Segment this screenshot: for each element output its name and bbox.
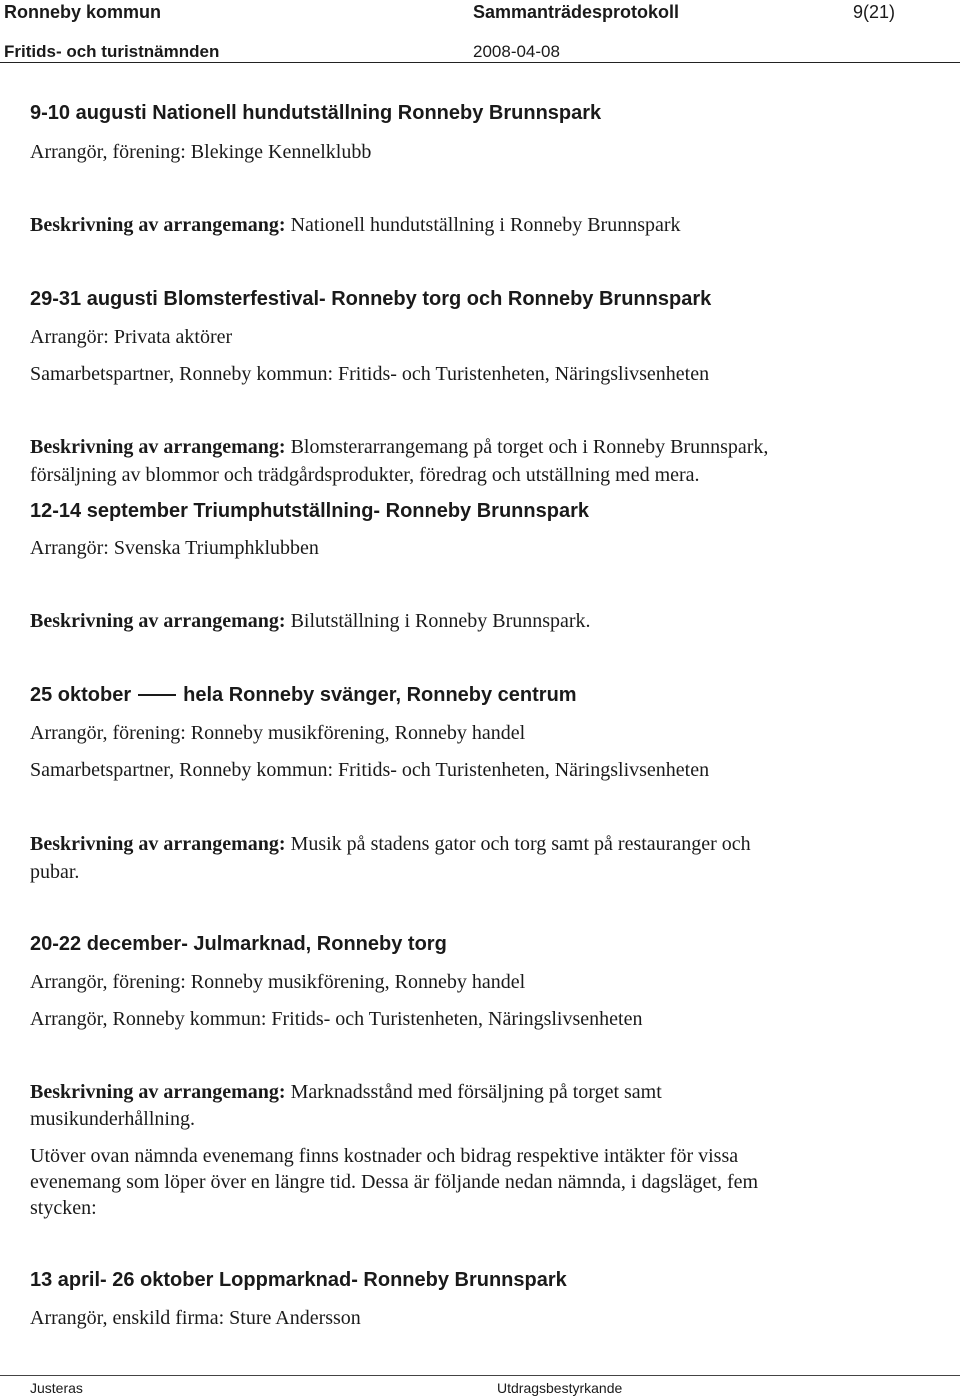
event-organizer: Arrangör, förening: Ronneby musikförening, Ronneby handel: [30, 971, 526, 993]
event-title: 13 april- 26 oktober Loppmarknad- Ronneby Brunnspark: [30, 1269, 567, 1291]
event-title-date: 25 oktober: [30, 684, 132, 706]
header-divider: [0, 62, 960, 63]
description-text: Marknadsstånd med försäljning på torget samt: [290, 1081, 662, 1103]
footer-utdragsbestyrkande: Utdragsbestyrkande: [497, 1380, 623, 1396]
paragraph-line: Utöver ovan nämnda evenemang finns kostnader och bidrag respektive intäkter för vissa: [30, 1145, 739, 1167]
description-text: Bilutställning i Ronneby Brunnspark.: [290, 610, 591, 632]
event-description: [30, 436, 768, 459]
event-description: [30, 214, 681, 237]
event-partner: Samarbetspartner, Ronneby kommun: Fritids- och Turistenheten, Näringslivsenheten: [30, 759, 710, 781]
event-title-name: hela Ronneby svänger, Ronneby centrum: [183, 684, 577, 706]
paragraph-line: evenemang som löper över en längre tid. Dessa är följande nedan nämnda, i dagsläget, fem: [30, 1171, 759, 1193]
event-description: [30, 1081, 662, 1104]
description-label: Beskrivning av arrangemang:: [30, 610, 286, 632]
footer-justeras: Justeras: [30, 1380, 83, 1396]
event-organizer: Arrangör: Svenska Triumphklubben: [30, 537, 319, 559]
header-date: 2008-04-08: [473, 42, 560, 61]
header-committee: Fritids- och turistnämnden: [4, 42, 220, 61]
event-title: [30, 684, 577, 707]
description-text: Blomsterarrangemang på torget och i Ronneby Brunnspark,: [290, 436, 769, 458]
event-organizer: Arrangör: Privata aktörer: [30, 326, 233, 348]
event-description: [30, 610, 591, 633]
description-label: Beskrivning av arrangemang:: [30, 1081, 286, 1103]
footer-divider: [0, 1375, 960, 1376]
header-page-number: 9(21): [853, 2, 896, 22]
event-organizer: Arrangör, förening: Blekinge Kennelklubb: [30, 141, 372, 163]
event-description-cont: försäljning av blommor och trädgårdsprodukter, föredrag och utställning med mera.: [30, 464, 700, 486]
description-text: Nationell hundutställning i Ronneby Brunnspark: [290, 214, 681, 236]
event-title: 12-14 september Triumphutställning- Ronneby Brunnspark: [30, 500, 589, 522]
event-organizer-2: Arrangör, Ronneby kommun: Fritids- och Turistenheten, Näringslivsenheten: [30, 1008, 643, 1030]
event-title: 20-22 december- Julmarknad, Ronneby torg: [30, 933, 447, 955]
event-organizer: Arrangör, enskild firma: Sture Andersson: [30, 1307, 361, 1329]
description-text: Musik på stadens gator och torg samt på restauranger och: [290, 833, 751, 855]
event-description-cont: pubar.: [30, 861, 80, 883]
description-label: Beskrivning av arrangemang:: [30, 214, 286, 236]
header-org: Ronneby kommun: [4, 2, 162, 22]
event-title: 29-31 augusti Blomsterfestival- Ronneby torg och Ronneby Brunnspark: [30, 288, 712, 310]
description-label: Beskrivning av arrangemang:: [30, 833, 286, 855]
event-title: 9-10 augusti Nationell hundutställning Ronneby Brunnspark: [30, 102, 602, 124]
description-label: Beskrivning av arrangemang:: [30, 436, 286, 458]
event-description-cont: musikunderhållning.: [30, 1108, 195, 1130]
header-doc-type: Sammanträdesprotokoll: [473, 2, 680, 22]
paragraph-line: stycken:: [30, 1197, 97, 1219]
event-organizer: Arrangör, förening: Ronneby musikförening, Ronneby handel: [30, 722, 526, 744]
event-description: [30, 833, 751, 856]
event-partner: Samarbetspartner, Ronneby kommun: Fritids- och Turistenheten, Näringslivsenheten: [30, 363, 710, 385]
em-dash: [138, 694, 176, 696]
